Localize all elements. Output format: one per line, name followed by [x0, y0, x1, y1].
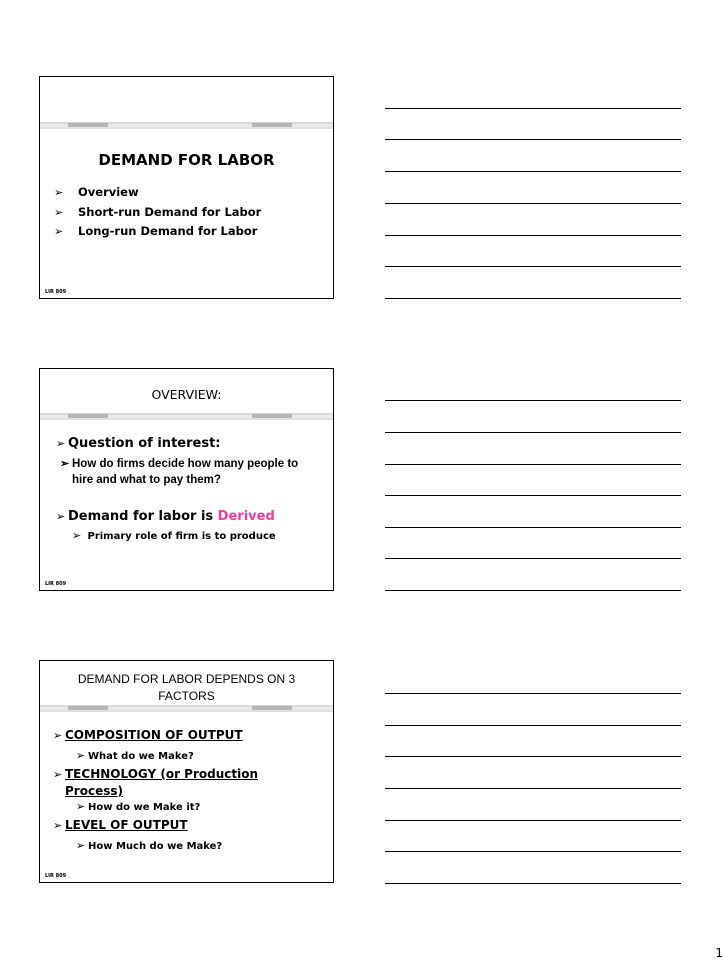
arrow-bullet-icon: ➢ — [54, 225, 64, 238]
question-sub: ➢ How do firms decide how many people to hire and what to pay them? — [60, 458, 299, 486]
arrow-bullet-icon: ➢ — [53, 768, 63, 781]
arrow-bullet-icon: ➢ — [76, 749, 86, 762]
note-line — [385, 590, 681, 591]
slide-2 — [39, 368, 334, 591]
derived-sub: ➢ Primary role of firm is to produce — [72, 529, 276, 542]
slide-3 — [39, 660, 334, 883]
arrow-bullet-icon: ➢ — [76, 839, 86, 852]
slide-footer: LIR 809 — [45, 581, 67, 587]
note-line — [385, 171, 681, 172]
note-line — [385, 400, 681, 401]
note-line — [385, 558, 681, 559]
arrow-bullet-icon: ➢ — [72, 529, 82, 542]
bullet-short-run: ➢ Short-run Demand for Labor — [54, 205, 262, 219]
note-line — [385, 725, 681, 726]
slide-footer: LIR 809 — [45, 873, 67, 879]
note-line — [385, 266, 681, 267]
note-line — [385, 820, 681, 821]
note-line — [385, 139, 681, 140]
note-line — [385, 693, 681, 694]
arrow-bullet-icon: ➢ — [56, 437, 66, 450]
note-line — [385, 432, 681, 433]
arrow-bullet-icon: ➢ — [60, 458, 70, 470]
note-line — [385, 788, 681, 789]
slide-3-title: DEMAND FOR LABOR DEPENDS ON 3 FACTORS — [77, 672, 296, 703]
derived-word: Derived — [217, 509, 275, 524]
factor-level: ➢ LEVEL OF OUTPUT — [53, 818, 188, 832]
bullet-overview: ➢ Overview — [54, 185, 139, 199]
slide-1 — [39, 76, 334, 299]
note-line — [385, 756, 681, 757]
slide-header-band — [40, 122, 333, 129]
note-line — [385, 851, 681, 852]
note-line — [385, 527, 681, 528]
factor-composition: ➢ COMPOSITION OF OUTPUT — [53, 728, 243, 742]
arrow-bullet-icon: ➢ — [56, 510, 66, 523]
note-line — [385, 495, 681, 496]
slide-1-title: DEMAND FOR LABOR — [98, 151, 275, 169]
factor-technology: ➢ TECHNOLOGY (or Production Process) — [53, 767, 259, 798]
slide-2-title: OVERVIEW: — [151, 387, 222, 402]
bullet-long-run: ➢ Long-run Demand for Labor — [54, 224, 258, 238]
note-line — [385, 298, 681, 299]
arrow-bullet-icon: ➢ — [54, 186, 64, 199]
question-heading: ➢ Question of interest: — [56, 436, 221, 451]
derived-heading: ➢ Demand for labor is Derived — [56, 509, 275, 524]
factor-technology-sub: ➢ How do we Make it? — [76, 800, 201, 813]
note-line — [385, 883, 681, 884]
slide-header-band — [40, 413, 333, 420]
arrow-bullet-icon: ➢ — [53, 729, 63, 742]
slide-header-band — [40, 705, 333, 712]
note-line — [385, 108, 681, 109]
slide-footer: LIR 809 — [45, 289, 67, 295]
arrow-bullet-icon: ➢ — [54, 206, 64, 219]
arrow-bullet-icon: ➢ — [53, 819, 63, 832]
note-line — [385, 464, 681, 465]
page-number: 1 — [715, 946, 723, 960]
note-line — [385, 235, 681, 236]
note-line — [385, 203, 681, 204]
factor-composition-sub: ➢ What do we Make? — [76, 749, 194, 762]
factor-level-sub: ➢ How Much do we Make? — [76, 839, 223, 852]
arrow-bullet-icon: ➢ — [76, 800, 86, 813]
